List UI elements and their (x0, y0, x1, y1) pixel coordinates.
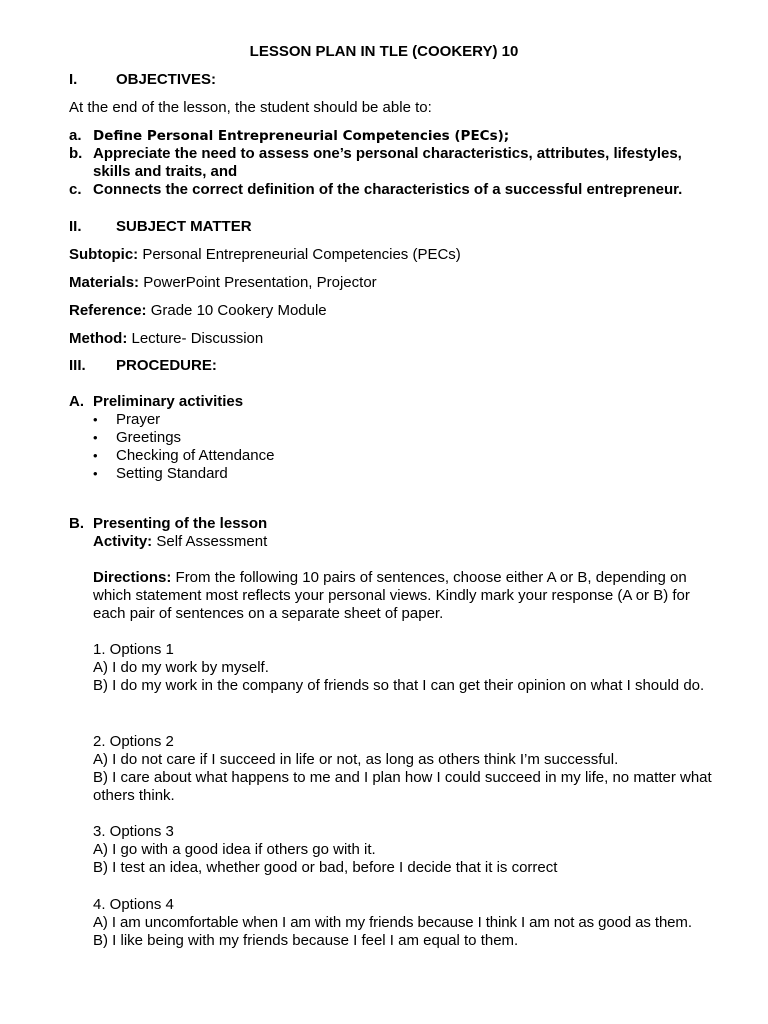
activity-value: Self Assessment (152, 533, 268, 550)
option-b: B) I like being with my friends because I feel I am equal to them. (93, 932, 519, 949)
subject-matter-heading (69, 218, 252, 235)
list-item (93, 465, 274, 483)
objective-letter: c. (69, 181, 82, 198)
procedure-heading (69, 357, 217, 374)
section-letter: A. (69, 393, 84, 410)
option-title: 1. Options 1 (93, 641, 174, 658)
objective-item-a (69, 127, 719, 145)
preliminary-activities-heading (69, 393, 243, 410)
objective-item-b (69, 145, 719, 181)
list-item-text: Greetings (116, 429, 182, 446)
subject-matter-title: SUBJECT MATTER (116, 218, 252, 235)
option-group-1 (93, 641, 713, 695)
option-b: B) I do my work in the company of friends so that I can get their opinion on what I should do. (93, 677, 705, 694)
list-item (93, 429, 274, 447)
procedure-number: III. (69, 357, 86, 374)
objectives-title: OBJECTIVES: (116, 71, 217, 88)
option-a: A) I do my work by myself. (93, 659, 269, 676)
section-letter: B. (69, 515, 84, 532)
bullet-icon: • (93, 448, 98, 463)
reference-label: Reference: (69, 302, 147, 319)
option-b: B) I test an idea, whether good or bad, before I decide that it is correct (93, 859, 558, 876)
bullet-icon: • (93, 430, 98, 445)
subtopic-value: Personal Entrepreneurial Competencies (PECs) (138, 246, 461, 263)
objective-item-c (69, 181, 719, 199)
procedure-title: PROCEDURE: (116, 357, 217, 374)
objective-text: Connects the correct definition of the characteristics of a successful entrepreneur. (93, 181, 683, 198)
objective-text: Appreciate the need to assess one’s personal characteristics, attributes, lifestyles, skills and traits, and (93, 145, 682, 180)
list-item (93, 447, 274, 465)
method-value: Lecture- Discussion (127, 330, 264, 347)
materials-value: PowerPoint Presentation, Projector (139, 274, 377, 291)
directions-label: Directions: (93, 569, 172, 586)
objective-letter: b. (69, 145, 83, 162)
activity-line (93, 533, 733, 551)
list-item-text: Setting Standard (116, 465, 228, 482)
objective-letter: a. (69, 127, 82, 144)
method-label: Method: (69, 330, 128, 347)
objectives-number: I. (69, 71, 78, 88)
option-group-2 (93, 733, 713, 805)
list-item-text: Prayer (116, 411, 161, 428)
option-b: B) I care about what happens to me and I plan how I could succeed in my life, no matter what others think. (93, 769, 712, 804)
option-title: 3. Options 3 (93, 823, 174, 840)
objectives-list (69, 127, 719, 199)
directions-paragraph (93, 569, 723, 623)
document-title: LESSON PLAN IN TLE (COOKERY) 10 (249, 43, 519, 60)
objectives-heading (69, 71, 216, 88)
reference-value: Grade 10 Cookery Module (146, 302, 327, 319)
option-title: 4. Options 4 (93, 896, 174, 913)
directions-text: From the following 10 pairs of sentences, choose either A or B, depending on which statement most reflects your personal views. Kindly mark your response (A or B) for each pair of sentences on a separate sheet of paper. (93, 569, 690, 622)
materials-label: Materials: (69, 274, 140, 291)
materials-line (69, 274, 377, 291)
subject-matter-number: II. (69, 218, 82, 235)
method-line (69, 330, 263, 347)
objectives-intro: At the end of the lesson, the student should be able to: (69, 99, 432, 116)
option-title: 2. Options 2 (93, 733, 174, 750)
list-item-text: Checking of Attendance (116, 447, 275, 464)
bullet-icon: • (93, 412, 98, 427)
list-item (93, 411, 274, 429)
objective-text: Define Personal Entrepreneurial Competencies (PECs); (93, 128, 510, 144)
section-title: Presenting of the lesson (93, 515, 268, 532)
option-group-4 (93, 896, 753, 950)
bullet-icon: • (93, 466, 98, 481)
option-a: A) I am uncomfortable when I am with my friends because I think I am not as good as them. (93, 914, 692, 931)
option-a: A) I do not care if I succeed in life or not, as long as others think I’m successful. (93, 751, 619, 768)
section-title: Preliminary activities (93, 393, 244, 410)
preliminary-activities-list (93, 411, 274, 483)
activity-label: Activity: (93, 533, 153, 550)
option-a: A) I go with a good idea if others go with it. (93, 841, 376, 858)
subtopic-label: Subtopic: (69, 246, 139, 263)
subtopic-line (69, 246, 461, 263)
reference-line (69, 302, 327, 319)
option-group-3 (93, 823, 713, 877)
presenting-lesson-heading (69, 515, 267, 532)
